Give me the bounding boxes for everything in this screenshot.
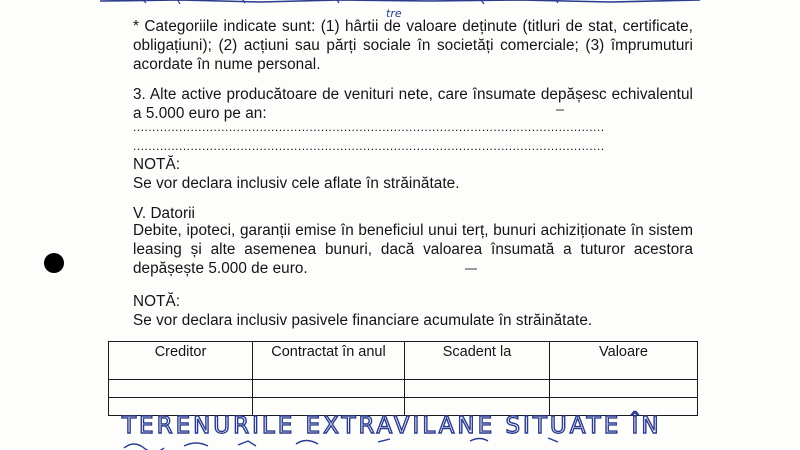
- scan-speck: [556, 109, 564, 111]
- punch-hole-mark: [44, 253, 64, 273]
- note-text: Se vor declara inclusiv pasivele financiare acumulate în străinătate.: [133, 312, 593, 329]
- debts-description: Debite, ipoteci, garanții emise în beneficiul unui terț, bunuri achiziționate în sistem leasing și alte asemenea bunuri, dacă valoarea însumată a tuturor acestora depășește 5.000 de euro.: [133, 222, 693, 277]
- column-header-creditor: Creditor: [109, 342, 253, 380]
- table-row: [109, 380, 698, 398]
- column-header-contracted-year: Contractat în anul: [253, 342, 405, 380]
- dotted-fill-line: ...........................................................................................................................: [133, 140, 605, 152]
- handwritten-note-text: TERENURILE EXTRAVILANE SITUATE ÎN: [122, 413, 662, 439]
- note-title: NOTĂ:: [133, 156, 180, 173]
- handwritten-note-bottom: [118, 408, 678, 450]
- debts-table: [108, 341, 698, 416]
- column-header-due-date: Scadent la: [405, 342, 550, 380]
- note-text: Se vor declara inclusiv cele aflate în străinătate.: [133, 175, 460, 192]
- dotted-fill-line: ...........................................................................................................................: [133, 121, 605, 133]
- section-heading-debts: V. Datorii: [133, 205, 196, 222]
- note-title: NOTĂ:: [133, 293, 180, 310]
- categories-footnote: * Categoriile indicate sunt: (1) hârtii de valoare deținute (titluri de stat, certificate, obligațiuni); (2) acțiuni sau părți sociale în societăți comerciale; (3) împrumuturi acordate în nume personal.: [133, 18, 693, 73]
- handwritten-annotation-text: tre: [386, 7, 402, 20]
- table-cell: [253, 380, 405, 398]
- scan-speck: [465, 268, 477, 270]
- table-header-row: [109, 342, 698, 380]
- table-cell: [550, 380, 698, 398]
- table-cell: [405, 380, 550, 398]
- other-assets-paragraph: 3. Alte active producătoare de venituri nete, care însumate depășesc echivalentul a 5.000 euro pe an:: [133, 86, 693, 122]
- column-header-value: Valoare: [550, 342, 698, 380]
- table-cell: [109, 380, 253, 398]
